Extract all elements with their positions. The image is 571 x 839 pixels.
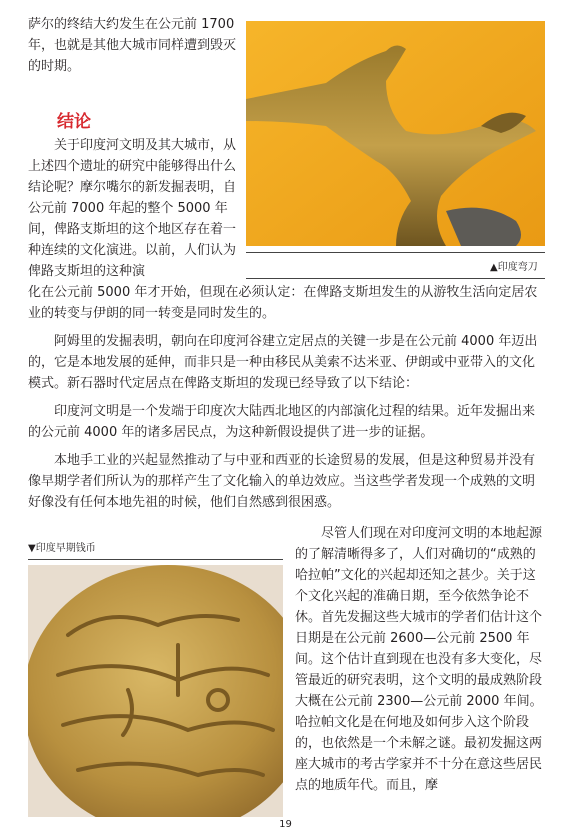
sword-illustration: [246, 21, 545, 246]
paragraph-harappa: 尽管人们现在对印度河文明的本地起源的了解清晰得多了，人们对确切的“成熟的哈拉帕”文化的兴起却还知之甚少。关于这个文化兴起的准确日期，至今依然争论不休。首先发掘这些大城市的学者们估计这个日期是在公元前 2600—公元前 2500 年间。这个估计直到现在也没有多大变化，尽管最近的研究表明，这个文明的最成熟阶段大概在公元前 2300—公元前 2000 年间。哈拉帕文化是在何地及如何步入这个阶段的，也依然是一个未解之谜。最初发掘这两座大城市的考古学家并不十分在意这些居民点的地质年代。而且，摩: [295, 526, 543, 793]
coin-illustration: [28, 565, 283, 817]
coin-photo: [28, 565, 283, 817]
paragraph-indus: 印度河文明是一个发端于印度次大陆西北地区的内部演化过程的结果。近年发掘出来的公元前 4000 年的诸多居民点，为这种新假设提供了进一步的证据。: [28, 404, 536, 440]
coin-caption: ▼印度早期钱币: [28, 543, 96, 554]
paragraph-amri: 阿姆里的发掘表明，朝向在印度河谷建立定居点的关键一步是在公元前 4000 年迈出的，它是本地发展的延伸，而非只是一种由移民从美索不达米亚、伊朗或中亚带入的文化模式。新石器时代定居点在俾路支斯坦的发现已经导致了以下结论：: [28, 334, 538, 391]
page-number: 19: [279, 819, 292, 830]
sword-photo: [246, 21, 545, 246]
caption-divider: [246, 278, 545, 279]
section-heading: 结论: [57, 112, 91, 132]
caption-divider: [28, 559, 283, 560]
paragraph-conclusion-cont: 化在公元前 5000 年才开始，但现在必须认定：在俾路支斯坦发生的从游牧生活向定居农业的转变与伊朗的同一转变是同时发生的。: [28, 285, 538, 321]
caption-divider: [246, 252, 545, 253]
paragraph-trade: 本地手工业的兴起显然推动了与中亚和西亚的长途贸易的发展，但是这种贸易并没有像早期学者们所认为的那样产生了文化输入的单边效应。当这些学者发现一个成熟的文明好像没有任何本地先祖的时候，他们自然感到很困惑。: [28, 453, 536, 510]
sword-caption: ▲印度弯刀: [490, 262, 538, 273]
paragraph-conclusion-start: 关于印度河文明及其大城市，从上述四个遗址的研究中能够得出什么结论呢？摩尔嘴尔的新发掘表明，自公元前 7000 年起的整个 5000 年间，俾路支斯坦的这个地区存在着一种连续的文化演进。以前，人们认为俾路支斯坦的这种演: [28, 138, 237, 279]
intro-text: 萨尔的终结大约发生在公元前 1700 年，也就是其他大城市同样遭到毁灭的时期。: [28, 17, 237, 74]
